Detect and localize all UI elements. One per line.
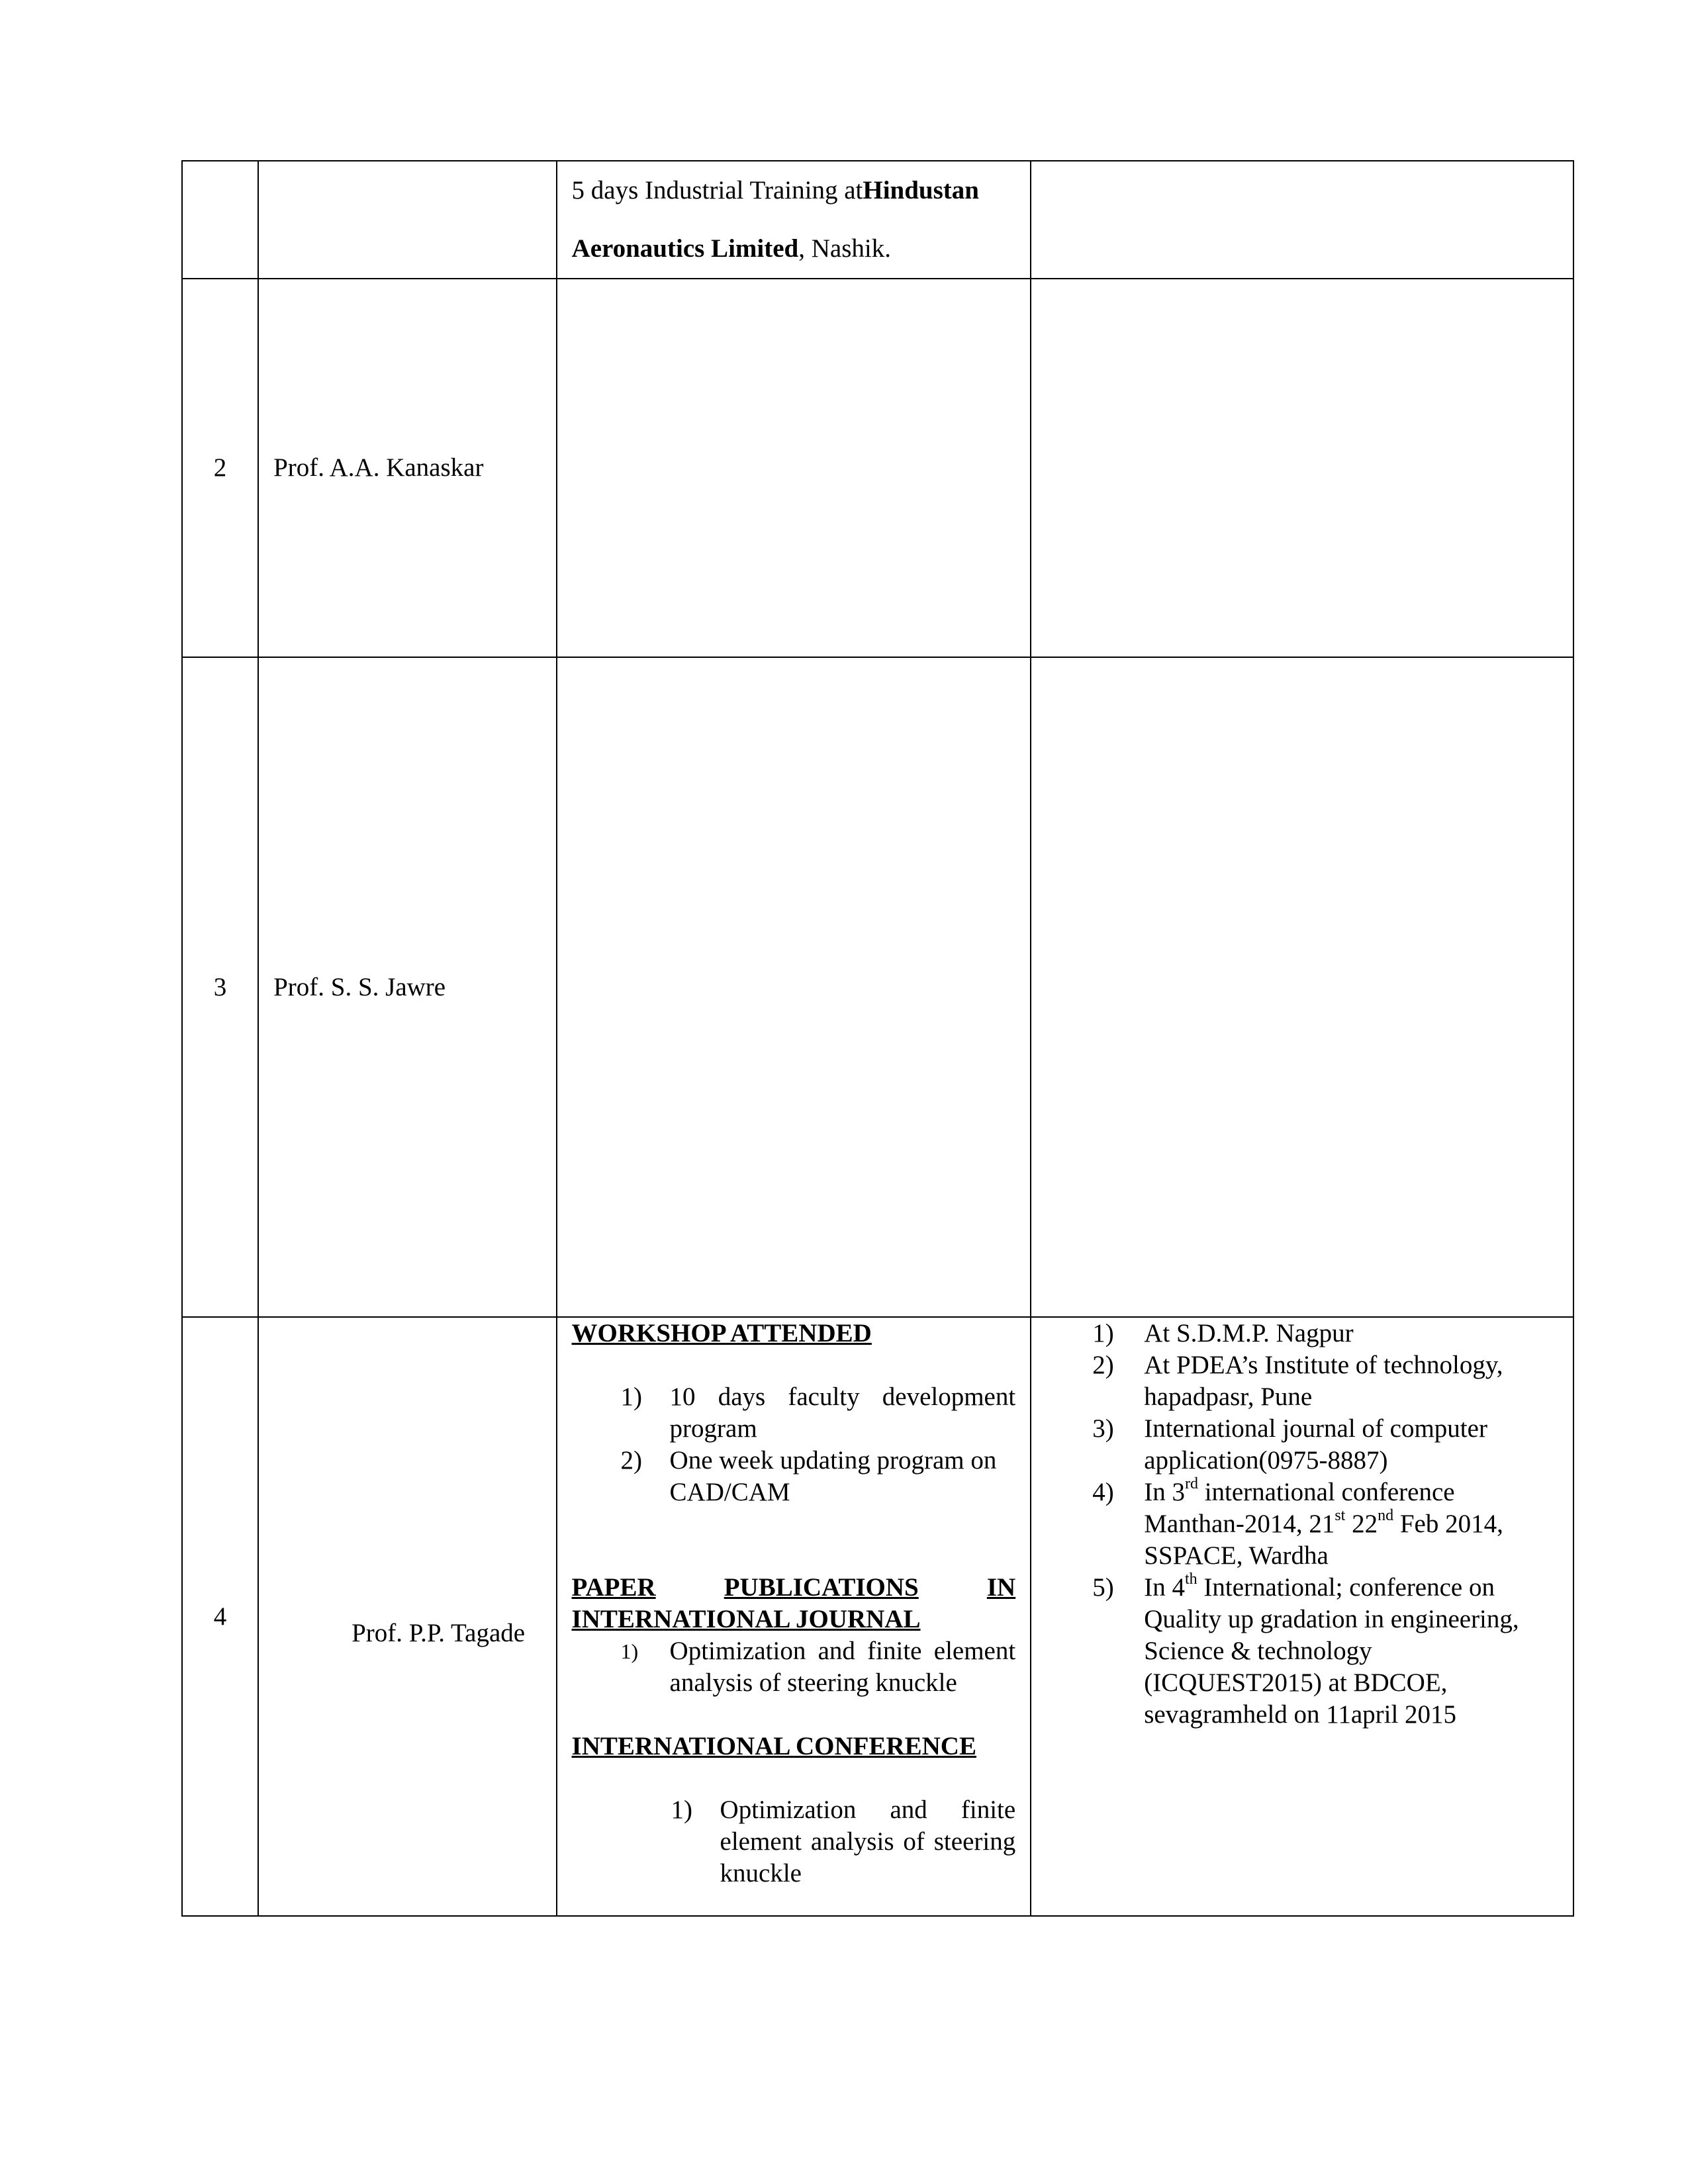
details-cell xyxy=(1031,279,1573,657)
activity-cell xyxy=(557,279,1031,657)
serial-cell: 4 xyxy=(182,1317,258,1916)
serial-cell: 2 xyxy=(182,279,258,657)
name-cell: Prof. S. S. Jawre xyxy=(258,657,556,1317)
list-item: 3) International journal of computer application(0975-8887) xyxy=(1092,1414,1487,1475)
name-text: Prof. P.P. Tagade xyxy=(352,1619,526,1647)
details-cell xyxy=(1031,1317,1573,1916)
details-list xyxy=(1031,1318,1573,1731)
training-org-part2: Aeronautics Limited xyxy=(571,234,799,263)
list-item: 5) In 4th International; conference on Quality up gradation in engineering, Science & technology (ICQUEST2015) at BDCOE, sevagramheld on 11april 2015 xyxy=(1092,1570,1519,1729)
table-row xyxy=(182,657,1573,1317)
training-text: 5 days Industrial Training at xyxy=(571,176,863,205)
list-item: 1) Optimization and finite element analysis of steering knuckle xyxy=(620,1637,1016,1697)
list-item: 1) 10 days faculty development program xyxy=(620,1383,1016,1443)
activity-cell xyxy=(557,657,1031,1317)
training-location: , Nashik. xyxy=(798,234,891,263)
serial-cell xyxy=(182,161,258,279)
serial-cell: 3 xyxy=(182,657,258,1317)
list-item: 2) At PDEA’s Institute of technology, hapadpasr, Pune xyxy=(1092,1351,1503,1411)
name-cell: Prof. A.A. Kanaskar xyxy=(258,279,556,657)
conference-heading: INTERNATIONAL CONFERENCE xyxy=(571,1732,976,1760)
list-item: 1) At S.D.M.P. Nagpur xyxy=(1092,1319,1354,1347)
activity-cell xyxy=(557,161,1031,279)
workshop-list xyxy=(572,1381,1016,1508)
list-item: 2) One week updating program on CAD/CAM xyxy=(620,1446,997,1506)
list-item: 4) In 3rd international conference Manthan-2014, 21st 22nd Feb 2014, SSPACE, Wardha xyxy=(1092,1475,1503,1570)
conference-list xyxy=(572,1794,1016,1889)
table-row xyxy=(182,161,1573,279)
details-cell xyxy=(1031,161,1573,279)
paper-heading-line1: PAPER PUBLICATIONS IN xyxy=(571,1573,1016,1602)
table-row xyxy=(182,1317,1573,1916)
faculty-table xyxy=(181,160,1574,1917)
name-cell xyxy=(258,161,556,279)
list-item: 1) Optimization and finite element analysis of steering knuckle xyxy=(671,1796,1016,1888)
details-cell xyxy=(1031,657,1573,1317)
training-org-part1: Hindustan xyxy=(863,176,979,205)
paper-list xyxy=(572,1635,1016,1699)
table-row xyxy=(182,279,1573,657)
workshop-heading: WORKSHOP ATTENDED xyxy=(571,1319,872,1347)
name-cell xyxy=(258,1317,556,1916)
activity-cell xyxy=(557,1317,1031,1916)
paper-heading-line2: INTERNATIONAL JOURNAL xyxy=(571,1605,921,1633)
